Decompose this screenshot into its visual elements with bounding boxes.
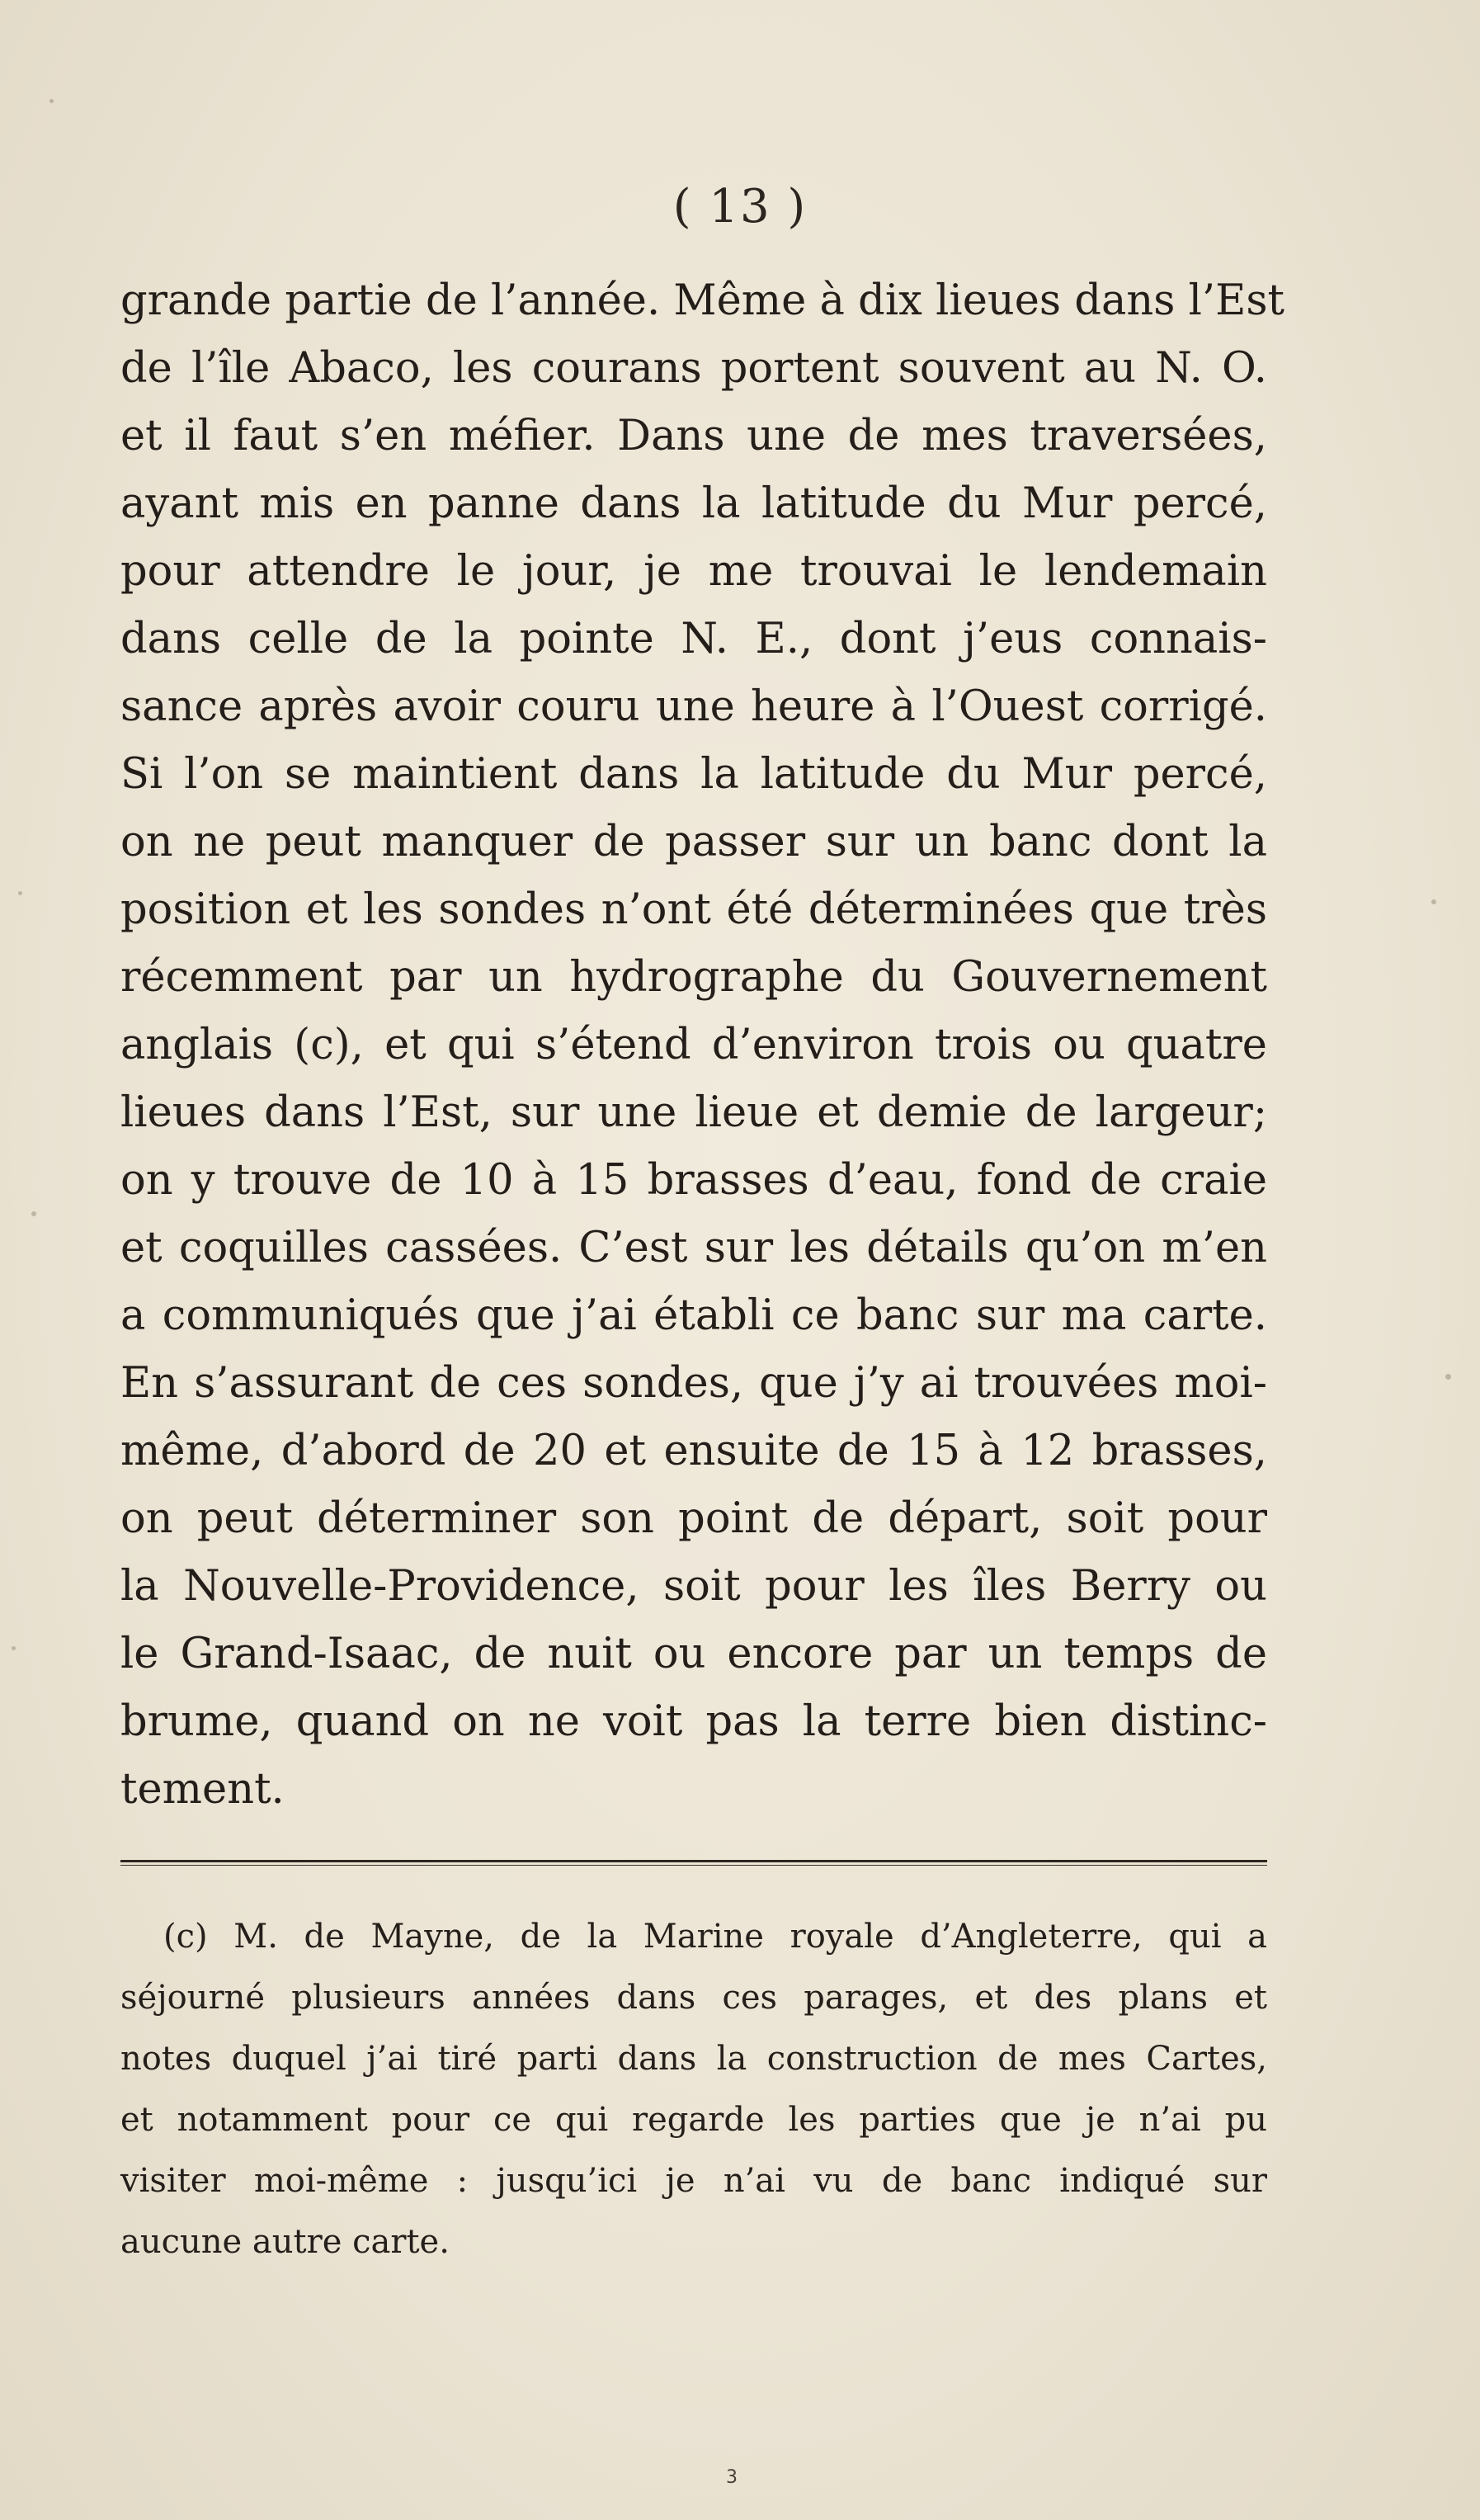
page-number: ( 13 ) (672, 180, 808, 234)
body-line: Si l’on se maintient dans la latitude du Mur percé, (120, 750, 1267, 799)
body-line: la Nouvelle-Providence, soit pour les îles Berry ou (120, 1562, 1267, 1611)
signature-mark: 3 (726, 2467, 738, 2488)
body-line: a communiqués que j’ai établi ce banc sur ma carte. (120, 1291, 1267, 1340)
paper-speck (31, 1211, 36, 1216)
body-line: ayant mis en panne dans la latitude du Mur percé, (120, 479, 1267, 528)
body-line: anglais (c), et qui s’étend d’environ trois ou quatre (120, 1021, 1267, 1069)
body-line: récemment par un hydrographe du Gouvernement (120, 953, 1267, 1002)
body-line: brume, quand on ne voit pas la terre bien distinc- (120, 1697, 1267, 1746)
paper-speck (1445, 1374, 1451, 1380)
footnote-line: visiter moi-même : jusqu’ici je n’ai vu de banc indiqué sur (120, 2162, 1267, 2200)
body-line: lieues dans l’Est, sur une lieue et demie de largeur; (120, 1088, 1267, 1137)
footnote-line-last: aucune autre carte. (120, 2223, 450, 2261)
body-line: grande partie de l’année. Même à dix lieues dans l’Est (120, 276, 1285, 325)
footnote-line: et notamment pour ce qui regarde les parties que je n’ai pu (120, 2101, 1267, 2139)
paper-speck (49, 99, 54, 103)
body-line: dans celle de la pointe N. E., dont j’eus connais- (120, 615, 1267, 663)
body-line: position et les sondes n’ont été déterminées que très (120, 885, 1267, 934)
paper-speck (12, 1646, 16, 1650)
paper-speck (18, 891, 22, 895)
body-line: même, d’abord de 20 et ensuite de 15 à 12 brasses, (120, 1427, 1267, 1475)
footnote-line: notes duquel j’ai tiré parti dans la construction de mes Cartes, (120, 2040, 1267, 2078)
footnote-rule (120, 1860, 1267, 1866)
body-line: on y trouve de 10 à 15 brasses d’eau, fond de craie (120, 1156, 1267, 1205)
body-line: En s’assurant de ces sondes, que j’y ai trouvées moi- (120, 1359, 1267, 1408)
body-line: on peut déterminer son point de départ, soit pour (120, 1494, 1267, 1543)
body-line-last: tement. (120, 1765, 285, 1814)
body-line: on ne peut manquer de passer sur un banc dont la (120, 818, 1267, 866)
body-line: le Grand-Isaac, de nuit ou encore par un temps de (120, 1630, 1267, 1678)
paper-speck (1431, 899, 1436, 904)
body-line: de l’île Abaco, les courans portent souvent au N. O. (120, 344, 1267, 393)
footnote-line: (c) M. de Mayne, de la Marine royale d’Angleterre, qui a (163, 1918, 1267, 1956)
body-line: sance après avoir couru une heure à l’Ouest corrigé. (120, 682, 1267, 731)
body-line: pour attendre le jour, je me trouvai le lendemain (120, 547, 1267, 596)
footnote (120, 1906, 1267, 2272)
footnote-line: séjourné plusieurs années dans ces parages, et des plans et (120, 1979, 1267, 2017)
body-line: et il faut s’en méfier. Dans une de mes traversées, (120, 412, 1267, 460)
body-line: et coquilles cassées. C’est sur les détails qu’on m’en (120, 1224, 1267, 1272)
body-text (120, 267, 1285, 1824)
